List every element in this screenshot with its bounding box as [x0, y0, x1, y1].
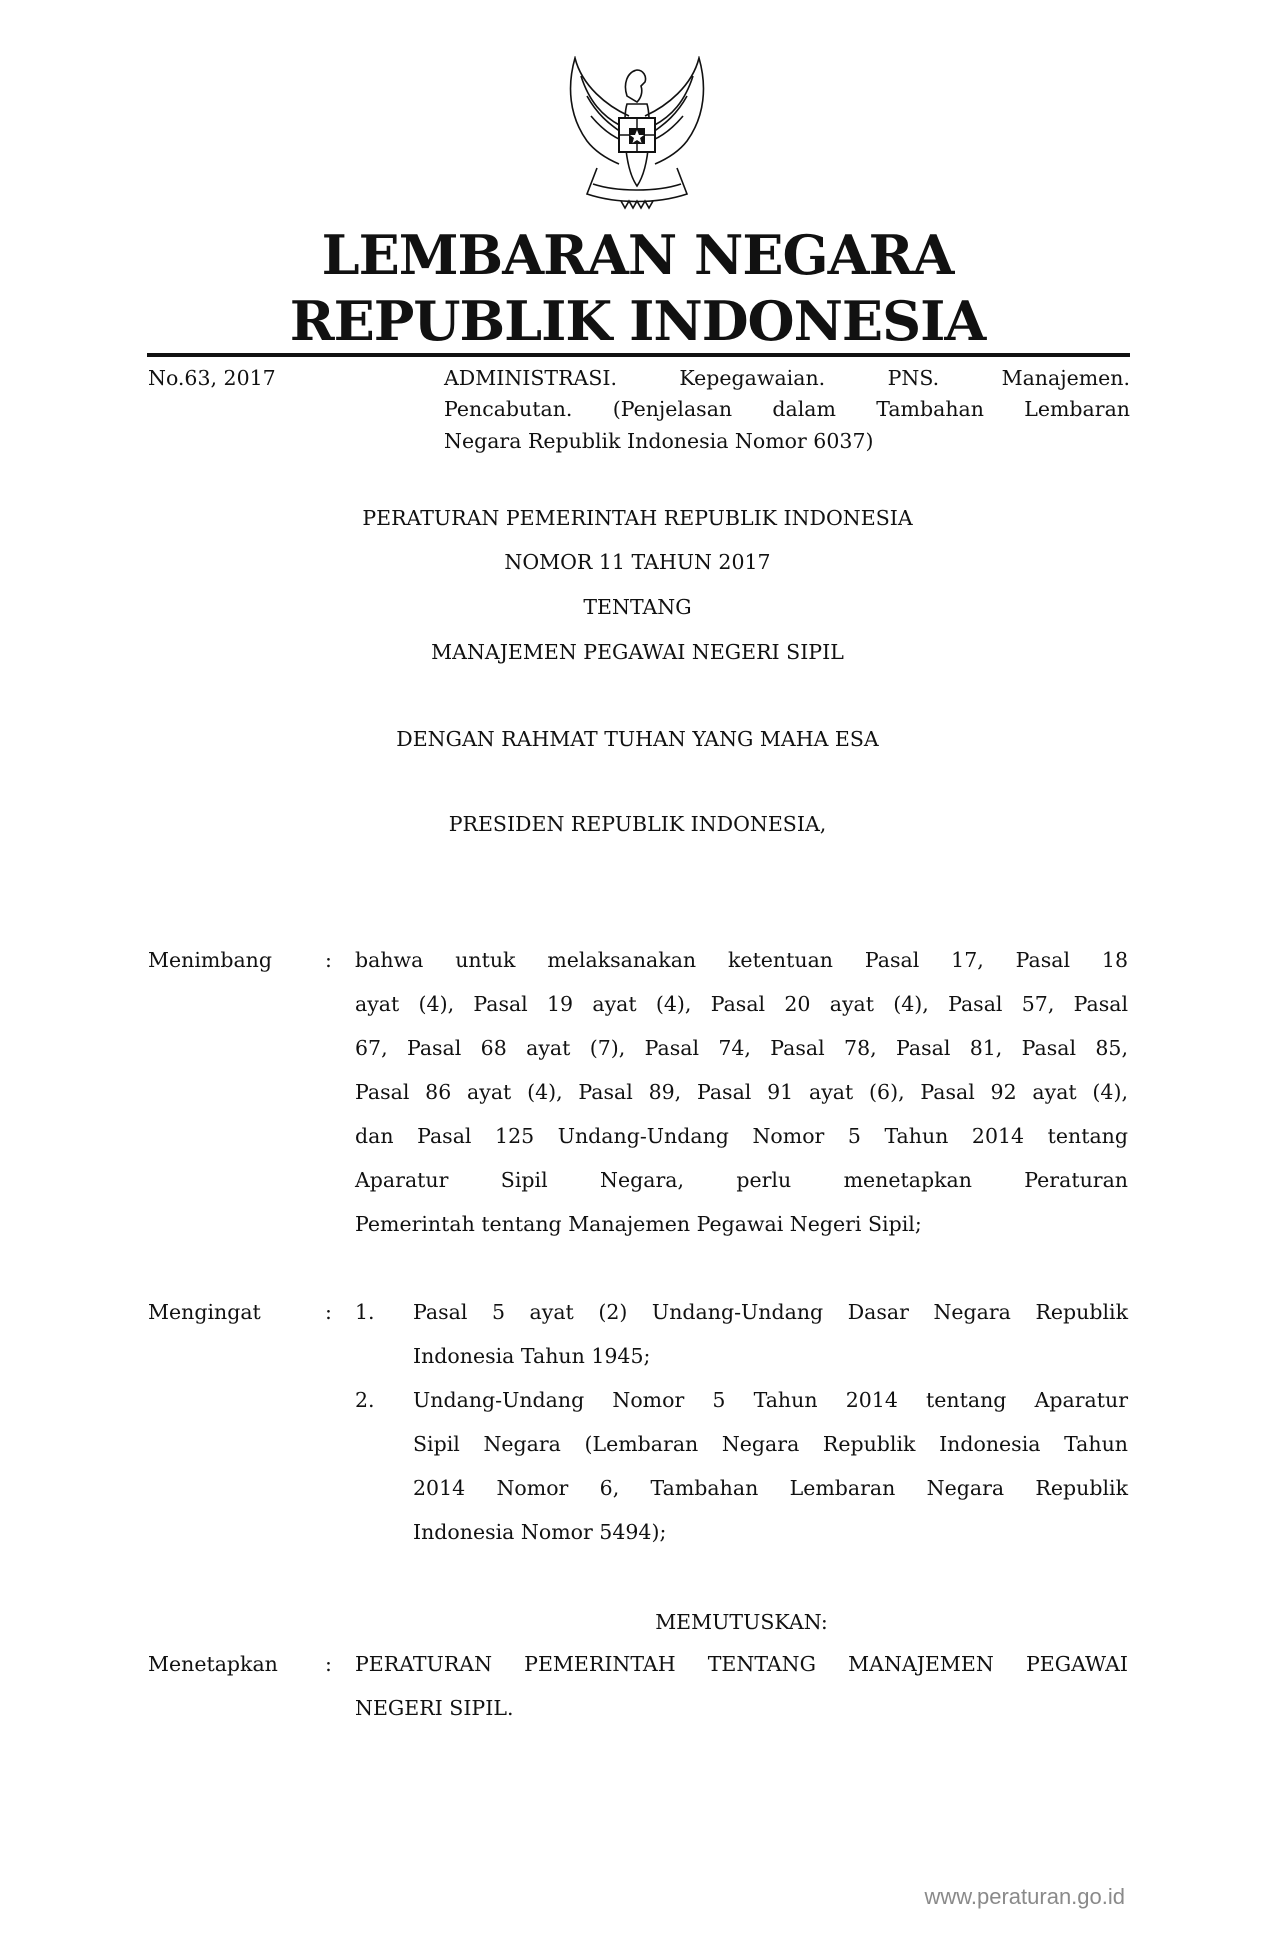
mengingat-line: Pasal 5 ayat (2) Undang-Undang Dasar Negara Republik: [413, 1300, 1128, 1324]
memutuskan-heading: MEMUTUSKAN:: [655, 1610, 828, 1634]
regulation-type: PERATURAN PEMERINTAH REPUBLIK INDONESIA: [362, 506, 913, 530]
menimbang-line: 67, Pasal 68 ayat (7), Pasal 74, Pasal 78, Pasal 81, Pasal 85,: [355, 1036, 1128, 1060]
menetapkan-line: PERATURAN PEMERINTAH TENTANG MANAJEMEN PEGAWAI: [355, 1652, 1128, 1676]
masthead-line-1: LEMBARAN NEGARA: [321, 223, 954, 287]
menimbang-line: Pasal 86 ayat (4), Pasal 89, Pasal 91 ayat (6), Pasal 92 ayat (4),: [355, 1080, 1128, 1104]
mengingat-line: 2014 Nomor 6, Tambahan Lembaran Negara Republik: [413, 1476, 1128, 1500]
menimbang-line: bahwa untuk melaksanakan ketentuan Pasal 17, Pasal 18: [355, 948, 1128, 972]
menetapkan-label: Menetapkan: [148, 1652, 278, 1676]
footer-url: www.peraturan.go.id: [924, 1884, 1125, 1909]
mengingat-line: Indonesia Nomor 5494);: [413, 1520, 667, 1544]
mengingat-line: Sipil Negara (Lembaran Negara Republik Indonesia Tahun: [413, 1432, 1128, 1456]
mengingat-line: Undang-Undang Nomor 5 Tahun 2014 tentang Aparatur: [413, 1388, 1128, 1412]
menimbang-line: Aparatur Sipil Negara, perlu menetapkan Peraturan: [355, 1168, 1128, 1192]
regulation-number: NOMOR 11 TAHUN 2017: [504, 550, 771, 574]
item-number: 1.: [355, 1300, 375, 1324]
mengingat-label: Mengingat: [148, 1300, 261, 1324]
menetapkan-colon: :: [325, 1652, 332, 1676]
summary-line: Negara Republik Indonesia Nomor 6037): [444, 429, 874, 453]
authority: PRESIDEN REPUBLIK INDONESIA,: [448, 812, 827, 836]
menimbang-line: Pemerintah tentang Manajemen Pegawai Negeri Sipil;: [355, 1212, 922, 1236]
header-rule: [147, 353, 1130, 357]
summary-line: Pencabutan. (Penjelasan dalam Tambahan Lembaran: [444, 397, 1130, 421]
menetapkan-line: NEGERI SIPIL.: [355, 1696, 514, 1720]
mengingat-line: Indonesia Tahun 1945;: [413, 1344, 651, 1368]
menimbang-label: Menimbang: [148, 948, 272, 972]
regulation-about: TENTANG: [583, 595, 692, 619]
regulation-subject: MANAJEMEN PEGAWAI NEGERI SIPIL: [431, 640, 844, 664]
masthead-line-2: REPUBLIK INDONESIA: [289, 289, 986, 353]
menimbang-line: dan Pasal 125 Undang-Undang Nomor 5 Tahun 2014 tentang: [355, 1124, 1128, 1148]
gazette-number: No.63, 2017: [148, 366, 276, 390]
item-number: 2.: [355, 1388, 375, 1412]
garuda-emblem-icon: [557, 56, 717, 214]
menimbang-line: ayat (4), Pasal 19 ayat (4), Pasal 20 ayat (4), Pasal 57, Pasal: [355, 992, 1128, 1016]
menimbang-colon: :: [325, 948, 332, 972]
mengingat-colon: :: [325, 1300, 332, 1324]
summary-line: ADMINISTRASI. Kepegawaian. PNS. Manajemen.: [444, 366, 1130, 390]
invocation: DENGAN RAHMAT TUHAN YANG MAHA ESA: [396, 727, 879, 751]
